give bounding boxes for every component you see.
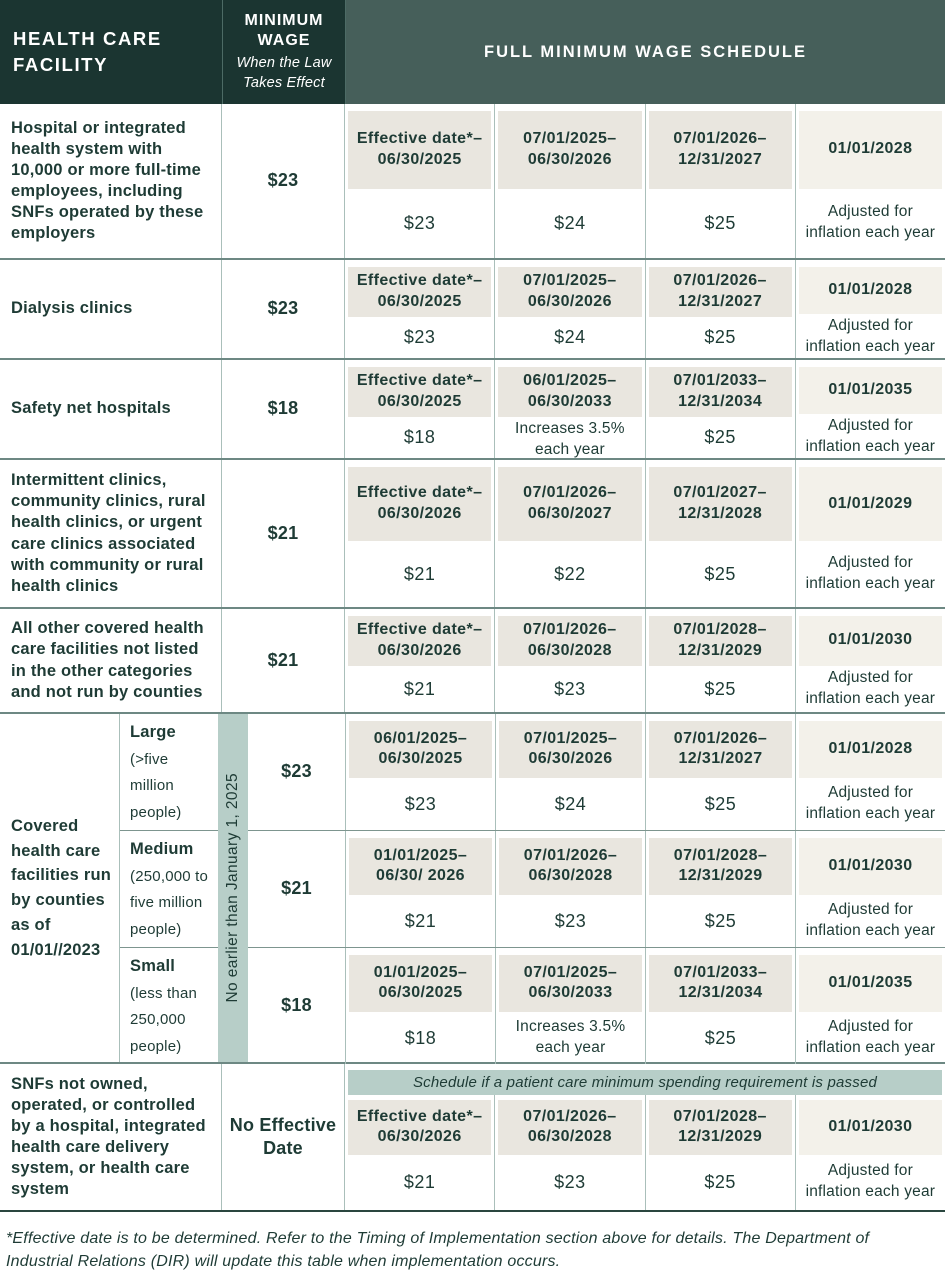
wage-schedule [345, 1064, 945, 1210]
table-header [0, 0, 945, 104]
schedule-period: 07/01/2025– 06/30/2026 [498, 111, 641, 189]
schedule-value: Adjusted for inflation each year [805, 554, 936, 592]
county-size-label [120, 948, 218, 1064]
schedule-value: Adjusted for inflation each year [805, 203, 936, 242]
facility-name: Safety net hospitals [0, 360, 222, 458]
schedule-period: 07/01/2026– 06/30/2028 [498, 1100, 641, 1155]
schedule-period: Effective date*– 06/30/2026 [348, 1100, 491, 1155]
schedule-period: 07/01/2026– 06/30/2028 [499, 838, 642, 895]
schedule-value: $25 [704, 1172, 736, 1193]
header-minimum-wage-label [222, 0, 345, 104]
minimum-wage-value: $18 [281, 995, 312, 1016]
footnote: *Effective date is to be determined. Refer to the Timing of Implementation section above for details. The Department of Industrial Relations (DIR) will update this table when implementation occurs. [6, 1230, 870, 1271]
schedule-value: $25 [704, 563, 736, 584]
minimum-wage-value: $21 [222, 609, 345, 712]
schedule-period: 07/01/2033– 12/31/2034 [649, 367, 792, 417]
county-size-label [120, 831, 218, 947]
schedule-period: Effective date*– 06/30/2025 [348, 111, 491, 189]
schedule-period: 07/01/2026– 12/31/2027 [649, 111, 792, 189]
county-effective-date-text: No earlier than January 1, 2025 [224, 773, 241, 1003]
facility-row-all-other [0, 607, 945, 712]
county-size-name: Large [130, 723, 176, 741]
county-size-name: Medium [130, 840, 194, 858]
county-size-desc: (less than 250,000 people) [130, 985, 198, 1055]
schedule-period: Effective date*– 06/30/2026 [348, 467, 491, 541]
wage-schedule [345, 609, 945, 712]
header-minimum-wage-title: MINIMUM WAGE [244, 11, 324, 50]
schedule-period: 07/01/2026– 12/31/2027 [649, 721, 792, 778]
schedule-value: $25 [704, 910, 737, 931]
schedule-value: $25 [704, 213, 736, 234]
facility-name: Hospital or integrated health system with 10,000 or more full-time employees, including SNFs operated by these employers [0, 104, 222, 258]
schedule-period: 07/01/2028– 12/31/2029 [649, 838, 792, 895]
schedule-period: 07/01/2025– 06/30/2033 [499, 955, 642, 1012]
schedule-value: $23 [554, 910, 587, 931]
minimum-wage-value: $23 [281, 761, 312, 782]
schedule-period: 07/01/2025– 06/30/2026 [499, 721, 642, 778]
schedule-value: $24 [554, 213, 586, 234]
schedule-value: Adjusted for inflation each year [805, 1017, 936, 1056]
schedule-value: $18 [404, 1027, 437, 1048]
schedule-value: Adjusted for inflation each year [805, 1162, 936, 1201]
county-effective-date-bar [218, 714, 248, 1062]
minimum-wage-value: $18 [222, 360, 345, 458]
minimum-wage-value: $21 [222, 460, 345, 607]
county-size-name: Small [130, 957, 176, 975]
schedule-value: $23 [404, 793, 437, 814]
schedule-value: $23 [403, 327, 436, 348]
county-facilities-row [0, 712, 945, 1062]
wage-schedule [345, 831, 945, 947]
schedule-period: 06/01/2025– 06/30/2025 [349, 721, 492, 778]
schedule-value: $24 [554, 793, 587, 814]
snf-banner-text: Schedule if a patient care minimum spending requirement is passed [412, 1074, 878, 1091]
schedule-value: Adjusted for inflation each year [805, 316, 936, 355]
facility-row-snf [0, 1062, 945, 1212]
schedule-period: 01/01/2028 [799, 111, 942, 189]
schedule-value: $18 [403, 427, 436, 448]
schedule-period: 07/01/2027– 12/31/2028 [649, 467, 792, 541]
header-minimum-wage-subtitle: When the Law Takes Effect [236, 55, 332, 91]
schedule-period: 07/01/2033– 12/31/2034 [649, 955, 792, 1012]
schedule-period: 06/01/2025– 06/30/2033 [498, 367, 641, 417]
schedule-value: $25 [704, 793, 737, 814]
schedule-period: 07/01/2028– 12/31/2029 [649, 616, 792, 666]
facility-name: Dialysis clinics [0, 260, 222, 358]
schedule-period: Effective date*– 06/30/2026 [348, 616, 491, 666]
schedule-period: 01/01/2035 [799, 955, 942, 1012]
minimum-wage-value: $23 [222, 260, 345, 358]
wage-schedule [345, 460, 945, 607]
schedule-period: Effective date*– 06/30/2025 [348, 367, 491, 417]
schedule-period: 01/01/2028 [799, 267, 942, 314]
schedule-period: 07/01/2026– 06/30/2028 [498, 616, 641, 666]
facility-row-hospital [0, 104, 945, 258]
schedule-value: $21 [403, 678, 436, 699]
schedule-value: $24 [554, 327, 586, 348]
schedule-period: 01/01/2025– 06/30/2025 [349, 955, 492, 1012]
schedule-value: $21 [403, 1172, 436, 1193]
schedule-period: 01/01/2035 [799, 367, 942, 414]
minimum-wage-value: $23 [222, 104, 345, 258]
facility-name: SNFs not owned, operated, or controlled by a hospital, integrated health care delivery system, or health care system [0, 1064, 222, 1210]
county-size-desc: (>five million people) [130, 751, 182, 821]
minimum-wage-value: $21 [281, 878, 312, 899]
schedule-value: $25 [704, 1027, 737, 1048]
schedule-period: 07/01/2028– 12/31/2029 [649, 1100, 792, 1155]
facility-name: Intermittent clinics, community clinics, rural health clinics, or urgent care clinics associated with community or rural health clinics [0, 460, 222, 607]
snf-conditional-banner [348, 1070, 942, 1095]
schedule-period: 01/01/2029 [799, 467, 942, 541]
wage-schedule [345, 714, 945, 830]
schedule-period: Effective date*– 06/30/2025 [348, 267, 491, 317]
facility-row-clinics [0, 458, 945, 607]
schedule-value: Adjusted for inflation each year [805, 900, 936, 939]
schedule-period: 01/01/2025– 06/30/ 2026 [349, 838, 492, 895]
wage-schedule [345, 260, 945, 358]
facility-name: Covered health care facilities run by counties as of 01/01//2023 [0, 714, 120, 1062]
wage-schedule [345, 360, 945, 458]
schedule-period: 01/01/2030 [799, 1100, 942, 1155]
schedule-value: $25 [704, 327, 736, 348]
schedule-value: Adjusted for inflation each year [805, 668, 936, 707]
schedule-period: 07/01/2025– 06/30/2026 [498, 267, 641, 317]
wage-schedule [345, 948, 945, 1064]
county-size-desc: (250,000 to five million people) [130, 868, 209, 938]
facility-name: All other covered health care facilities not listed in the other categories and not run by counties [0, 609, 222, 712]
schedule-value: $21 [404, 910, 437, 931]
schedule-value: $23 [554, 1172, 586, 1193]
schedule-value: $23 [403, 213, 436, 234]
schedule-value: Increases 3.5% each year [515, 419, 625, 458]
schedule-value: $25 [704, 427, 736, 448]
header-facility-label: HEALTH CARE FACILITY [13, 28, 162, 75]
facility-row-dialysis [0, 258, 945, 358]
schedule-period: 01/01/2030 [799, 616, 942, 666]
schedule-value: Adjusted for inflation each year [805, 783, 936, 822]
schedule-period: 07/01/2026– 12/31/2027 [649, 267, 792, 317]
schedule-value: $23 [554, 678, 586, 699]
header-schedule-label: FULL MINIMUM WAGE SCHEDULE [345, 0, 945, 104]
schedule-value: Adjusted for inflation each year [805, 416, 936, 455]
schedule-value: $25 [704, 678, 736, 699]
schedule-period: 01/01/2028 [799, 721, 942, 778]
facility-row-safety-net [0, 358, 945, 458]
wage-schedule [345, 104, 945, 258]
schedule-value: $22 [554, 563, 586, 584]
schedule-value: $21 [403, 563, 436, 584]
county-size-label [120, 714, 218, 830]
schedule-value: Increases 3.5% each year [515, 1017, 626, 1056]
minimum-wage-value: No Effective Date [222, 1064, 345, 1210]
schedule-period: 01/01/2030 [799, 838, 942, 895]
schedule-period: 07/01/2026– 06/30/2027 [498, 467, 641, 541]
